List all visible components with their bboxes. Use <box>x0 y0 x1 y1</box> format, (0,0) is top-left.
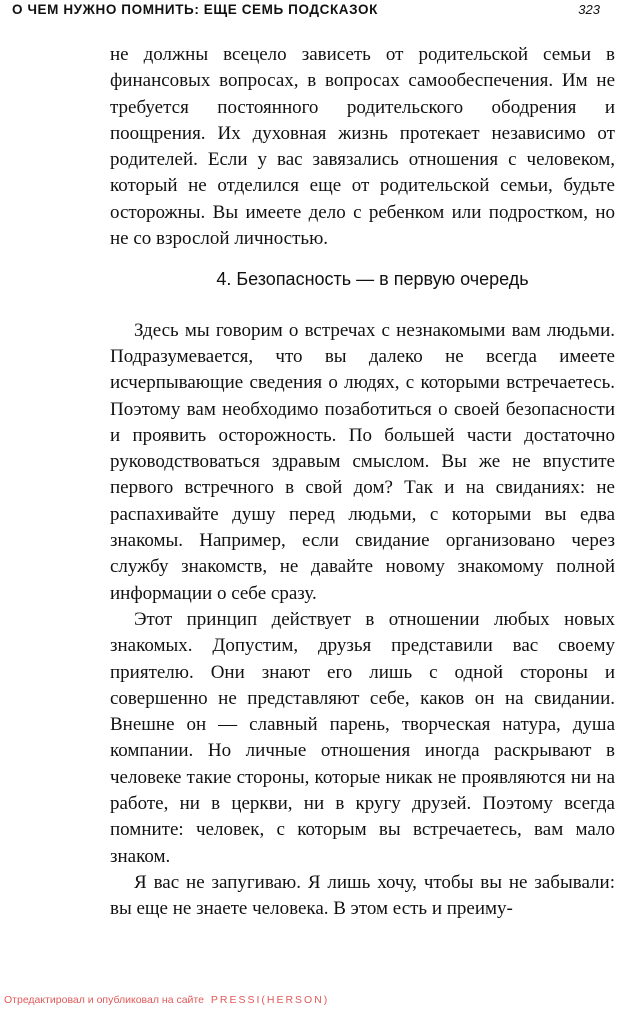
paragraph-closing: Я вас не запугиваю. Я лишь хочу, чтобы вы не забывали: вы еще не знаете человека. В этом есть и преиму- <box>110 871 615 920</box>
paragraph-continuation: не должны всецело зависеть от родительской семьи в финансовых вопросах, в вопросах самообеспечения. Им не требуется постоянного родительского ободрения и поощрения. Их духовная жизнь протекает независимо от родителей. Если у вас завязались отношения с человеком, который не отделился еще от родительской семьи, будьте осторожны. Вы имеете дело с ребенком или подростком, но не со взрослой личностью. <box>110 44 615 250</box>
footer-brand: PRESSI(HERSON) <box>210 994 330 1006</box>
paragraph-meetings: Здесь мы говорим о встречах с незнакомыми вам людьми. Подразумевается, что вы далеко не всегда имеете исчерпывающие сведения о людях, с которыми встречаетесь. Поэтому вам необходимо позаботиться о своей безопасности и проявить осторожность. По большей части достаточно руководствоваться здравым смыслом. Вы же не впустите первого встречного в свой дом? Так и на свиданиях: не распахивайте душу перед людьми, с которыми вы едва знакомы. Например, если свидание организовано через службу знакомств, не давайте новому знакомому полной информации о себе сразу. <box>110 319 615 604</box>
paragraph-principle: Этот принцип действует в отношении любых новых знакомых. Допустим, друзья представили вас своему приятелю. Они знают его лишь с одной стороны и совершенно не представляют себе, каков он на свидании. Внешне он — славный парень, творческая натура, душа компании. Но личные отношения иногда раскрывают в человеке такие стороны, которые никак не проявляются ни на работе, ни в церкви, ни в кругу друзей. Поэтому всегда помните: человек, с которым вы встречаетесь, вам мало знаком. <box>110 608 615 867</box>
section-heading: 4. Безопасность — в первую очередь <box>216 269 529 290</box>
footer-credit-text: Отредактировал и опубликовал на сайте <box>4 994 204 1006</box>
running-header <box>0 0 620 24</box>
page-number: 323 <box>578 2 600 17</box>
page-body <box>110 42 615 923</box>
running-title: О ЧЕМ НУЖНО ПОМНИТЬ: ЕЩЕ СЕМЬ ПОДСКАЗОК <box>12 2 378 17</box>
footer-credit <box>4 994 329 1006</box>
